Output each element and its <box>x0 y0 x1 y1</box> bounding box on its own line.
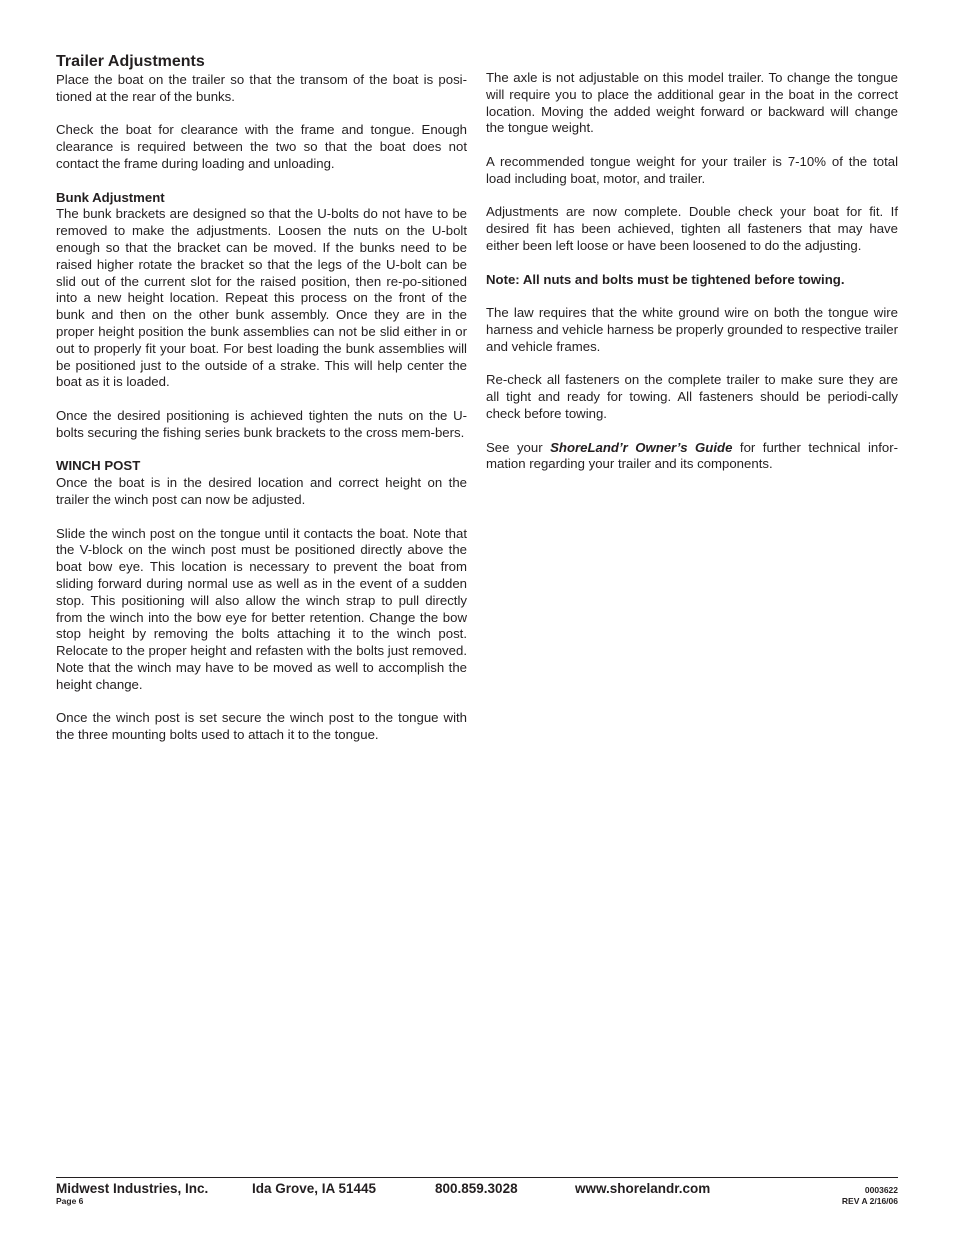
footer-city: Ida Grove, IA 51445 <box>252 1181 377 1196</box>
owners-guide-paragraph <box>486 440 898 474</box>
bunk-paragraph-1: The bunk brackets are designed so that the U-bolts do not have to be removed to make the adjustments. Loosen the nuts on the U-bolt enough so that the bracket can be moved. If the bunks need to be raised higher rotate the bracket so that the legs of the U-bolt can be slid out of the current slot for the raised position, then re-po-sitioned into a new height location. Repeat this process on the front of the bunk and then on the other bunk assembly. Once they are in the proper height position the bunk assemblies can not be slid either in or out to properly fit your boat. For best loading the bunk assemblies will be positioned just to the outside of a strake. This will help center the boat as it is loaded. <box>56 206 467 390</box>
tongue-weight-paragraph: A recommended tongue weight for your trailer is 7-10% of the total load including boat, motor, and trailer. <box>486 153 898 186</box>
winch-paragraph-3: Once the winch post is set secure the winch post to the tongue with the three mounting bolts used to attach it to the tongue. <box>56 710 467 743</box>
winch-paragraph-1: Once the boat is in the desired location and correct height on the trailer the winch post can now be adjusted. <box>56 475 467 507</box>
intro-paragraph-1: Place the boat on the trailer so that the transom of the boat is posi-tioned at the rear of the bunks. <box>56 72 467 104</box>
bunk-adjustment-heading: Bunk Adjustment <box>56 189 165 205</box>
bunk-paragraph-2: Once the desired positioning is achieved tighten the nuts on the U-bolts securing the fishing series bunk brackets to the cross mem-bers. <box>56 407 467 440</box>
axle-paragraph: The axle is not adjustable on this model trailer. To change the tongue will require you to place the additional gear in the boat in the correct location. Moving the added weight forward or backward will change the tongue weight. <box>486 70 898 136</box>
owners-guide-title: ShoreLand’r Owner’s Guide <box>550 439 733 455</box>
footer-doc-number: 0003622 <box>864 1185 898 1195</box>
guide-post-text: for further technical infor-mation regarding your trailer and its components. <box>486 439 898 472</box>
footer-page-number: Page 6 <box>56 1196 84 1206</box>
winch-paragraph-2: Slide the winch post on the tongue until it contacts the boat. Note that the V-block on the winch post must be positioned directly above the boat bow eye. This location is necessary to prevent the boat from sliding forward during normal use as well as in the event of a sudden stop. This positioning will also allow the winch strap to pull directly from the winch into the bow eye for better retention. Change the bow stop height by removing the bolts attaching it to the winch post. Relocate to the proper height and refasten with the bolts just removed. Note that the winch may have to be moved as well to accomplish the height change. <box>56 525 467 692</box>
intro-paragraph-2: Check the boat for clearance with the frame and tongue. Enough clearance is required between the two so that the boat does not contact the frame during loading and unloading. <box>56 122 467 171</box>
footer-divider <box>56 1177 898 1178</box>
footer-phone: 800.859.3028 <box>435 1181 518 1196</box>
right-column <box>486 70 898 490</box>
footer-revision: REV A 2/16/06 <box>841 1196 898 1206</box>
section-title: Trailer Adjustments <box>56 53 205 70</box>
ground-wire-paragraph: The law requires that the white ground wire on both the tongue wire harness and vehicle harness be properly grounded to respective trailer and vehicle frames. <box>486 305 898 354</box>
footer-website: www.shorelandr.com <box>575 1181 711 1196</box>
left-column <box>56 52 467 761</box>
winch-post-heading: WINCH POST <box>56 458 141 474</box>
footer-company: Midwest Industries, Inc. <box>56 1181 209 1196</box>
adjustments-complete-paragraph: Adjustments are now complete. Double check your boat for fit. If desired fit has been achieved, tighten all fasteners that may have either been left loose or have been loosened to do the adjusting. <box>486 204 898 253</box>
note-paragraph: Note: All nuts and bolts must be tightened before towing. <box>486 271 845 287</box>
recheck-paragraph: Re-check all fasteners on the complete trailer to make sure they are all tight and ready for towing. All fasteners should be periodi-cally check before towing. <box>486 372 898 421</box>
guide-pre-text: See your <box>486 439 551 455</box>
